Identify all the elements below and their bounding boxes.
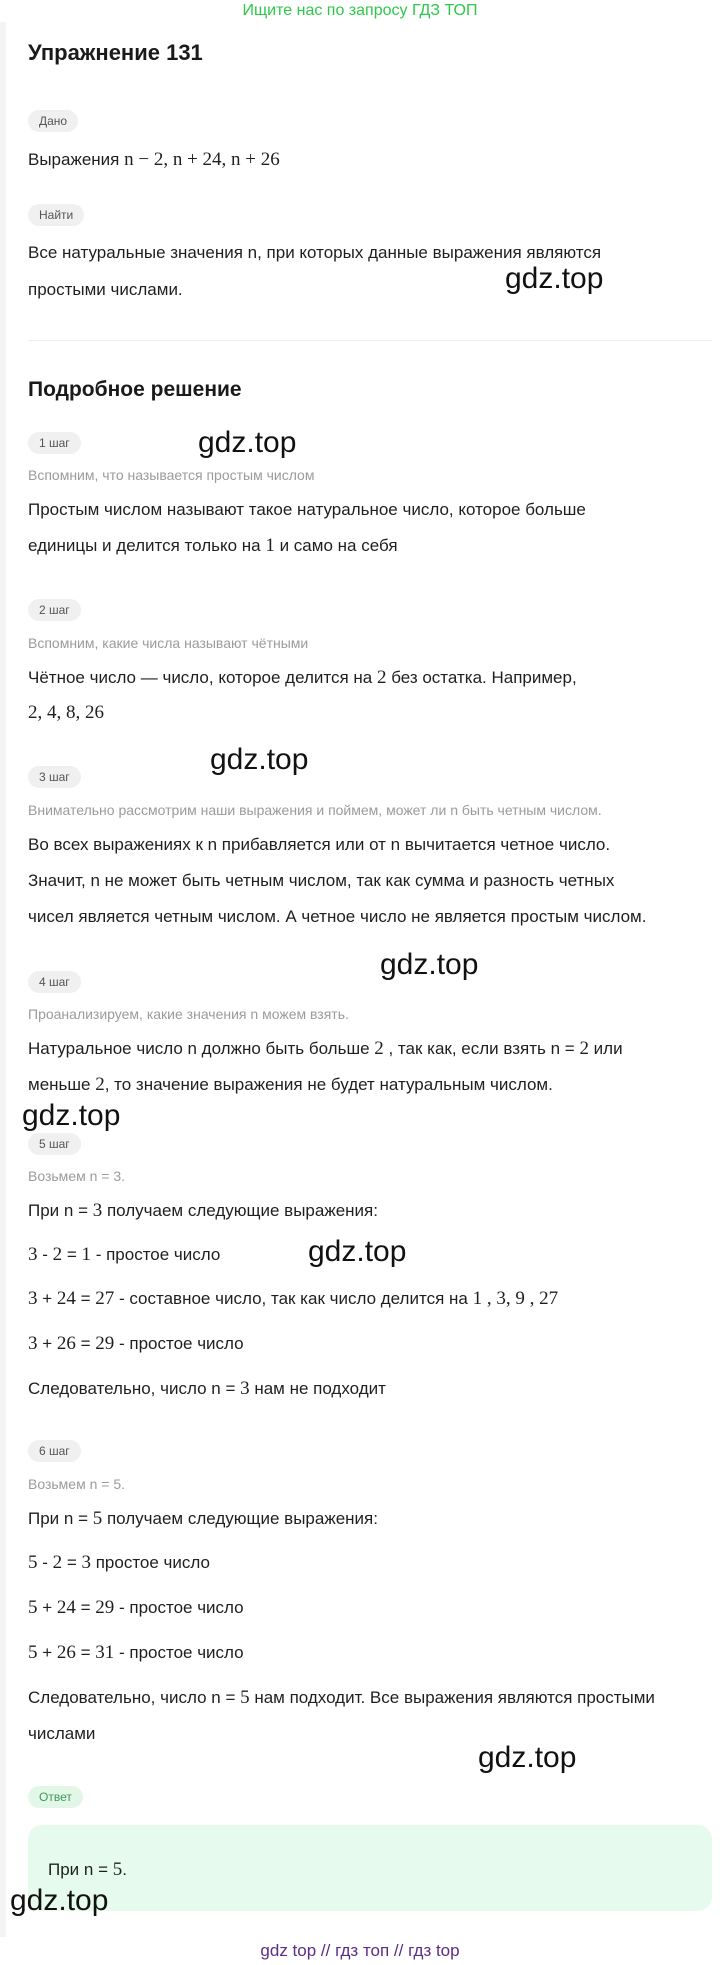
- math-number: 5: [112, 1859, 123, 1880]
- math-number: 5: [28, 1597, 38, 1618]
- step-6-expr-1: [28, 1552, 210, 1574]
- text-segment: =: [75, 1334, 96, 1353]
- watermark: gdz.top: [210, 743, 309, 776]
- text-segment: Натуральное число n должно быть больше: [28, 1039, 375, 1058]
- watermark: gdz.top: [478, 1741, 577, 1774]
- math-number: 2: [52, 1552, 63, 1573]
- step-4-hint: Проанализируем, какие значения n можем взять.: [28, 1006, 349, 1022]
- text-segment: =: [75, 1289, 96, 1308]
- text-segment: получаем следующие выражения:: [102, 1509, 378, 1528]
- given-text: [28, 149, 280, 171]
- math-number: 26: [56, 1333, 76, 1354]
- math-number: 2: [579, 1038, 589, 1059]
- step-5-expr-2: [28, 1288, 558, 1310]
- text-segment: +: [37, 1598, 57, 1617]
- step-5-intro: [28, 1200, 378, 1222]
- text-segment: без остатка. Например,: [386, 668, 577, 687]
- answer-pill: Ответ: [28, 1786, 83, 1808]
- text-segment: единицы и делится только на: [28, 536, 266, 555]
- step-1-line-2: [28, 535, 398, 557]
- step-6-conclusion: [28, 1687, 655, 1709]
- math-number: 2: [376, 667, 387, 688]
- step-6-conclusion-line-2: числами: [28, 1724, 96, 1743]
- math-number: 5: [28, 1642, 38, 1663]
- find-pill: Найти: [28, 204, 84, 226]
- text-segment: При n =: [28, 1509, 93, 1528]
- math-number: 5: [28, 1552, 38, 1573]
- math-number: 1 , 3, 9 , 27: [472, 1288, 559, 1309]
- math-number: 3: [92, 1200, 103, 1221]
- text-segment: =: [75, 1643, 96, 1662]
- math-number: 1: [265, 535, 275, 556]
- watermark: gdz.top: [198, 426, 297, 459]
- given-prefix: Выражения: [28, 150, 125, 169]
- answer-text: [48, 1859, 127, 1881]
- math-number: 2: [95, 1074, 105, 1095]
- step-1-line-1: Простым числом называют такое натуральное число, которое больше: [28, 500, 586, 519]
- step-2-line-1: [28, 667, 577, 689]
- math-number: 31: [95, 1642, 115, 1663]
- watermark: gdz.top: [10, 1884, 109, 1917]
- step-6-expr-2: [28, 1597, 244, 1619]
- watermark: gdz.top: [380, 948, 479, 981]
- step-4-pill: 4 шаг: [28, 971, 81, 993]
- text-segment: +: [37, 1289, 57, 1308]
- math-number: 3: [28, 1244, 38, 1265]
- step-6-pill: 6 шаг: [28, 1440, 81, 1462]
- text-segment: При n =: [28, 1201, 93, 1220]
- text-segment: - простое число: [114, 1598, 244, 1617]
- step-5-expr-3: [28, 1333, 244, 1355]
- step-5-conclusion: [28, 1378, 386, 1400]
- step-1-hint: Вспомним, что называется простым числом: [28, 467, 315, 483]
- text-segment: Чётное число — число, которое делится на: [28, 668, 377, 687]
- math-number: 26: [56, 1642, 76, 1663]
- text-segment: простое число: [90, 1553, 210, 1572]
- text-segment: - простое число: [90, 1245, 221, 1264]
- math-number: 29: [95, 1597, 115, 1618]
- step-2-pill: 2 шаг: [28, 599, 81, 621]
- text-segment: - простое число: [114, 1334, 244, 1353]
- math-number: 5: [92, 1508, 103, 1529]
- text-segment: нам подходит. Все выражения являются простыми: [249, 1688, 655, 1707]
- text-segment: -: [37, 1245, 53, 1264]
- watermark: gdz.top: [308, 1235, 407, 1268]
- page-title: Упражнение 131: [28, 40, 203, 65]
- watermark: gdz.top: [505, 262, 604, 295]
- text-segment: и само на себя: [274, 536, 398, 555]
- step-3-line-1: Во всех выражениях к n прибавляется или от n вычитается четное число.: [28, 835, 611, 854]
- text-segment: =: [75, 1598, 96, 1617]
- step-3-hint: Внимательно рассмотрим наши выражения и поймем, может ли n быть четным числом.: [28, 802, 602, 818]
- divider: [28, 340, 712, 341]
- text-segment: - составное число, так как число делится на: [114, 1289, 473, 1308]
- footer-links[interactable]: gdz top // гдз топ // гдз top: [260, 1941, 460, 1960]
- math-number: 3: [28, 1288, 38, 1309]
- step-3-line-3: чисел является четным числом. А четное число не является простым числом.: [28, 907, 647, 926]
- math-number: 2: [374, 1038, 384, 1059]
- math-number: 5: [240, 1687, 250, 1708]
- math-number: 2: [52, 1244, 63, 1265]
- math-number: 24: [56, 1597, 76, 1618]
- step-3-pill: 3 шаг: [28, 766, 81, 788]
- math-number: 29: [95, 1333, 115, 1354]
- text-segment: .: [122, 1860, 127, 1879]
- text-segment: При n =: [48, 1860, 113, 1879]
- step-2-hint: Вспомним, какие числа называют чётными: [28, 635, 309, 651]
- text-segment: +: [37, 1334, 57, 1353]
- text-segment: - простое число: [114, 1643, 244, 1662]
- math-number: 3: [81, 1552, 91, 1573]
- text-segment: Следовательно, число n =: [28, 1688, 241, 1707]
- text-segment: , то значение выражения не будет натуральным числом.: [104, 1075, 553, 1094]
- text-segment: меньше: [28, 1075, 96, 1094]
- text-segment: нам не подходит: [249, 1379, 386, 1398]
- given-expressions: n − 2, n + 24, n + 26: [124, 149, 280, 170]
- math-number: 3: [240, 1378, 250, 1399]
- text-segment: Следовательно, число n =: [28, 1379, 241, 1398]
- math-number: 3: [28, 1333, 38, 1354]
- step-5-pill: 5 шаг: [28, 1133, 81, 1155]
- solution-card: [6, 22, 720, 1937]
- text-segment: получаем следующие выражения:: [102, 1201, 378, 1220]
- step-6-intro: [28, 1508, 378, 1530]
- answer-box: [28, 1825, 712, 1911]
- step-6-expr-3: [28, 1642, 244, 1664]
- step-2-examples: 2, 4, 8, 26: [28, 702, 104, 723]
- step-1-pill: 1 шаг: [28, 432, 81, 454]
- math-number: 1: [81, 1244, 91, 1265]
- section-title: Подробное решение: [28, 378, 242, 401]
- text-segment: =: [62, 1245, 82, 1264]
- math-number: 24: [56, 1288, 76, 1309]
- find-line-1: Все натуральные значения n, при которых данные выражения являются: [28, 243, 602, 262]
- watermark: gdz.top: [22, 1099, 121, 1132]
- step-3-line-2: Значит, n не может быть четным числом, так как сумма и разность четных: [28, 871, 615, 890]
- math-number: 27: [95, 1288, 115, 1309]
- step-6-hint: Возьмем n = 5.: [28, 1476, 126, 1492]
- top-banner[interactable]: Ищите нас по запросу ГДЗ ТОП: [242, 2, 478, 19]
- given-pill: Дано: [28, 110, 78, 132]
- step-5-expr-1: [28, 1244, 220, 1266]
- text-segment: , так как, если взять n =: [383, 1039, 580, 1058]
- step-4-line-2: [28, 1074, 553, 1096]
- text-segment: +: [37, 1643, 57, 1662]
- text-segment: =: [62, 1553, 82, 1572]
- step-5-hint: Возьмем n = 3.: [28, 1168, 126, 1184]
- find-line-2: простыми числами.: [28, 280, 183, 299]
- text-segment: или: [588, 1039, 623, 1058]
- step-4-line-1: [28, 1038, 623, 1060]
- text-segment: -: [37, 1553, 53, 1572]
